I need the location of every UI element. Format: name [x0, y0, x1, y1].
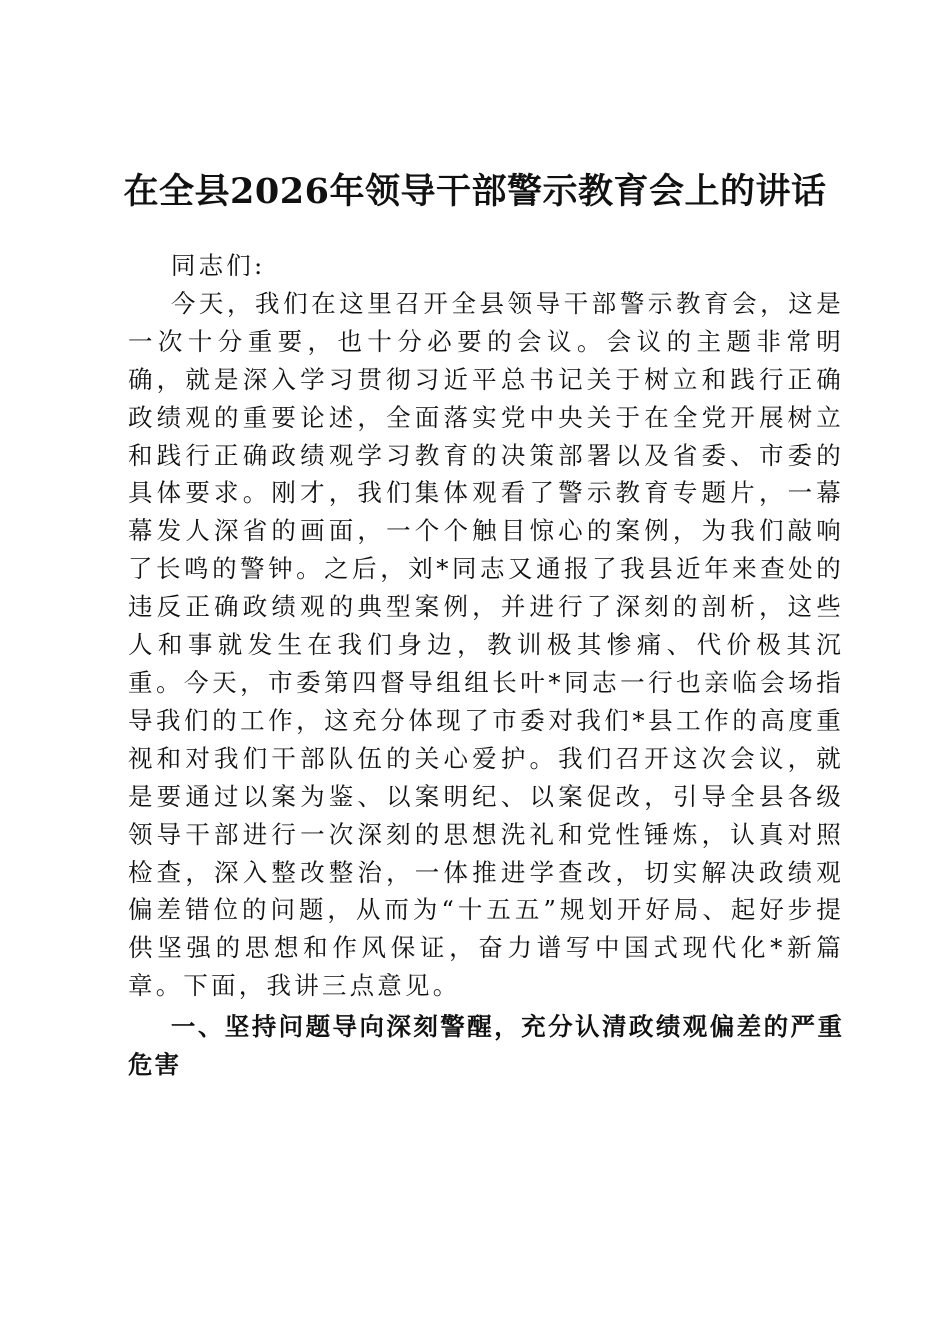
salutation: 同志们: [170, 251, 266, 280]
document-body [128, 247, 844, 1084]
section-heading: 一、坚持问题导向深刻警醒，充分认清政绩观偏差的严重危害 [128, 1012, 844, 1080]
body-paragraph: 今天，我们在这里召开全县领导干部警示教育会，这是一次十分重要，也十分必要的会议。会议的主题非常明确，就是深入学习贯彻习近平总书记关于树立和践行正确政绩观的重要论述，全面落实党中央关于在全党开展树立和践行正确政绩观学习教育的决策部署以及省委、市委的具体要求。刚才，我们集体观看了警示教育专题片，一幕幕发人深省的画面，一个个触目惊心的案例，为我们敲响了长鸣的警钟。之后，刘*同志又通报了我县近年来查处的违反正确政绩观的典型案例，并进行了深刻的剖析，这些人和事就发生在我们身边，教训极其惨痛、代价极其沉重。今天，市委第四督导组组长叶*同志一行也亲临会场指导我们的工作，这充分体现了市委对我们*县工作的高度重视和对我们干部队伍的关心爱护。我们召开这次会议，就是要通过以案为鉴、以案明纪、以案促改，引导全县各级领导干部进行一次深刻的思想洗礼和党性锤炼，认真对照检查，深入整改整治，一体推进学查改，切实解决政绩观偏差错位的问题，从而为“十五五”规划开好局、起好步提供坚强的思想和作风保证，奋力谱写中国式现代化*新篇章。下面，我讲三点意见。 [128, 288, 844, 1001]
document-title: 在全县2026年领导干部警示教育会上的讲话 [123, 171, 827, 212]
